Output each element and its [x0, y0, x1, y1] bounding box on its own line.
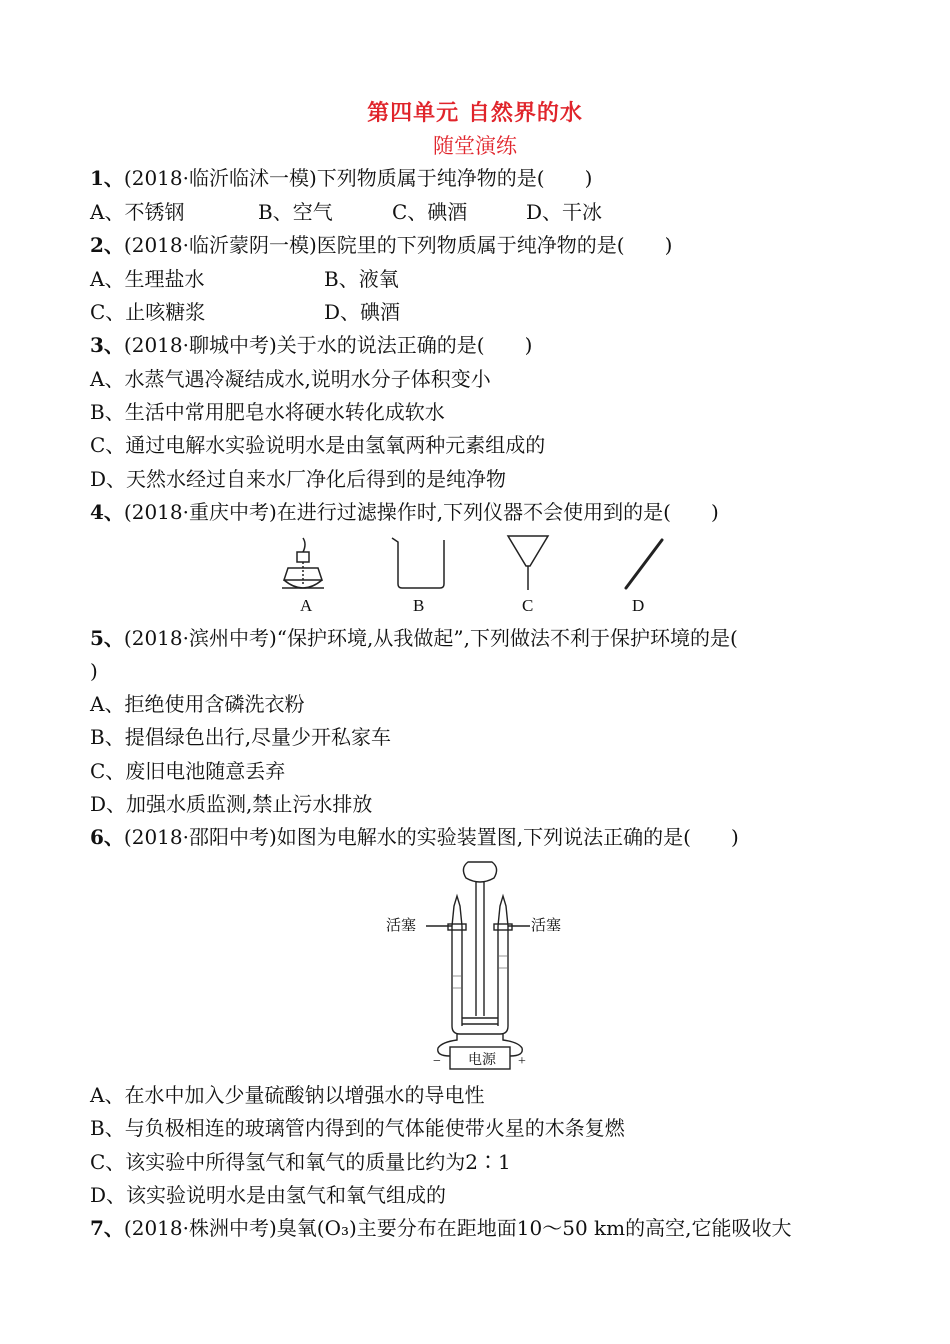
option-a: A、拒绝使用含磷洗衣粉 [90, 692, 305, 716]
option-c: C、碘酒 [392, 200, 468, 224]
figure-label-d: D [632, 596, 645, 615]
option-c: C、废旧电池随意丢弃 [90, 759, 286, 783]
option-d: D、干冰 [526, 200, 603, 224]
question-stem: (2018·邵阳中考)如图为电解水的实验装置图,下列说法正确的是( ) [123, 825, 739, 849]
option-a: A、水蒸气遇冷凝结成水,说明水分子体积变小 [90, 367, 491, 391]
option-c: C、该实验中所得氢气和氧气的质量比约为2∶1 [90, 1150, 511, 1174]
question-stem: (2018·临沂临沭一模)下列物质属于纯净物的是( ) [123, 166, 593, 190]
question-6 [90, 823, 739, 851]
question-5 [90, 624, 738, 652]
beaker-icon [392, 538, 444, 588]
option-a: A、不锈钢 [90, 200, 185, 224]
question-number: 3、 [90, 333, 124, 357]
option-b: B、空气 [258, 200, 333, 224]
option-c: C、通过电解水实验说明水是由氢氧两种元素组成的 [90, 433, 546, 457]
question-number: 5、 [90, 626, 124, 650]
option-a: A、生理盐水 [90, 267, 205, 291]
question-number: 7、 [90, 1216, 124, 1240]
question-number: 4、 [90, 500, 124, 524]
option-b: B、提倡绿色出行,尽量少开私家车 [90, 725, 392, 749]
question-number: 1、 [90, 166, 124, 190]
question-stem: (2018·滨州中考)“保护环境,从我做起”,下列做法不利于保护环境的是( [123, 626, 738, 650]
option-b: B、液氧 [324, 267, 399, 291]
question-1 [90, 164, 592, 192]
question-5-stem-continued: ) [90, 659, 98, 683]
negative-terminal-label: − [433, 1054, 441, 1069]
option-a: A、在水中加入少量硫酸钠以增强水的导电性 [90, 1083, 485, 1107]
positive-terminal-label: + [518, 1054, 526, 1069]
page-subtitle: 随堂演练 [433, 134, 517, 158]
option-b: B、与负极相连的玻璃管内得到的气体能使带火星的木条复燃 [90, 1116, 625, 1140]
alcohol-lamp-icon [282, 538, 324, 588]
option-d: D、加强水质监测,禁止污水排放 [90, 792, 373, 816]
question-4 [90, 498, 719, 526]
figure-label-b: B [413, 596, 425, 615]
power-source-label: 电源 [468, 1052, 496, 1068]
option-c: C、止咳糖浆 [90, 300, 206, 324]
apparatus-figure [270, 530, 690, 620]
option-d: D、碘酒 [324, 300, 401, 324]
option-d: D、该实验说明水是由氢气和氧气组成的 [90, 1183, 447, 1207]
question-number: 6、 [90, 825, 124, 849]
electrolysis-apparatus-figure [380, 856, 580, 1074]
figure-label-c: C [522, 596, 534, 615]
option-b: B、生活中常用肥皂水将硬水转化成软水 [90, 400, 445, 424]
stopcock-label-left: 活塞 [386, 916, 417, 934]
question-stem: (2018·聊城中考)关于水的说法正确的是( ) [123, 333, 533, 357]
question-stem: (2018·临沂蒙阴一模)医院里的下列物质属于纯净物的是( ) [123, 233, 673, 257]
question-3 [90, 331, 532, 359]
question-stem: (2018·株洲中考)臭氧(O₃)主要分布在距地面10～50 km的高空,它能吸收大 [123, 1216, 792, 1240]
glass-rod-icon [626, 540, 662, 588]
question-2 [90, 231, 672, 259]
question-stem: (2018·重庆中考)在进行过滤操作时,下列仪器不会使用到的是( ) [123, 500, 719, 524]
question-7 [90, 1214, 792, 1242]
page-title: 第四单元 自然界的水 [367, 100, 583, 126]
question-number: 2、 [90, 233, 124, 257]
option-d: D、天然水经过自来水厂净化后得到的是纯净物 [90, 467, 507, 491]
stopcock-label-right: 活塞 [531, 916, 562, 934]
reservoir-bulb [463, 862, 496, 882]
funnel-icon [508, 536, 548, 590]
figure-label-a: A [300, 596, 313, 615]
